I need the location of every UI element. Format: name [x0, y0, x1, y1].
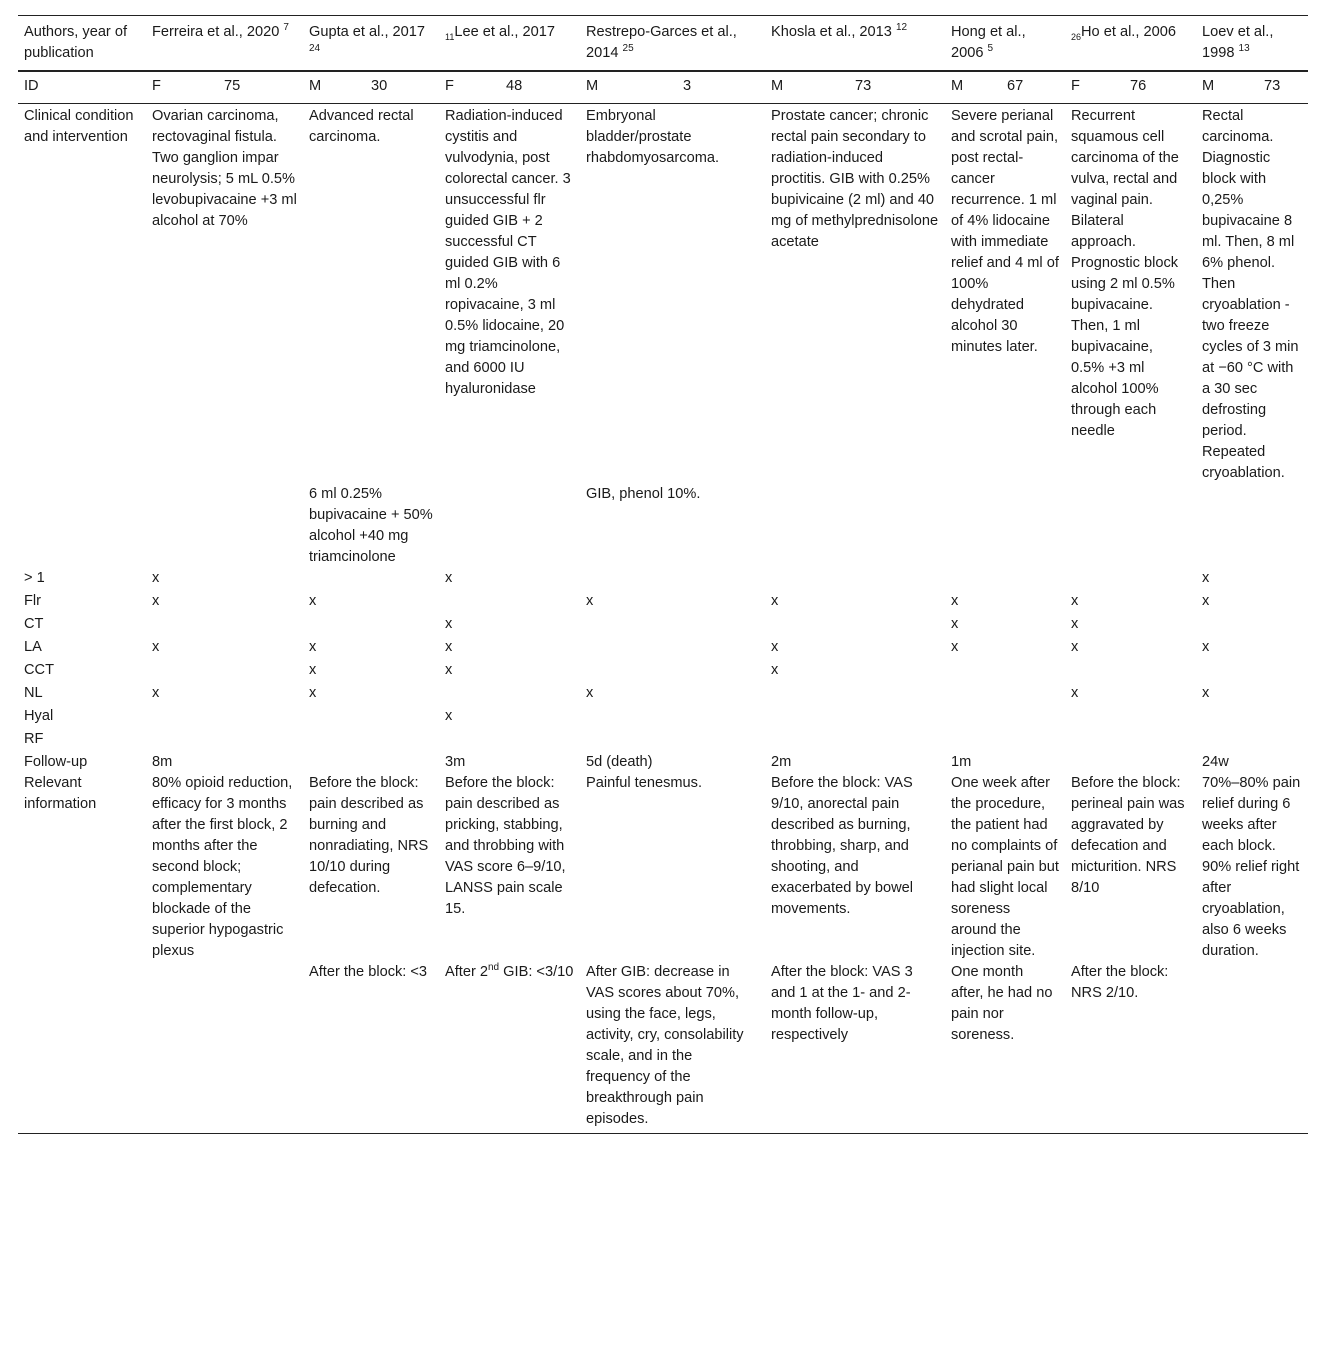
flag-cell: x [152, 639, 160, 655]
followup-cell: 5d (death) [586, 754, 653, 770]
flag-cell [1065, 729, 1196, 752]
after-cell: After GIB: decrease in VAS scores about 70%, using the face, legs, activity, cry, consolability scale, and in the frequency of the breakthrough pain episodes. [580, 962, 765, 1134]
after-block-row [18, 962, 1308, 1134]
clinical-cont-cell: GIB, phenol 10%. [586, 486, 701, 502]
after-cell [1196, 962, 1308, 1134]
id-row [18, 71, 1308, 104]
followup-cell: 8m [152, 754, 173, 770]
relevant-cell: Painful tenesmus. [586, 775, 703, 791]
relevant-cell: Before the block: pain described as burning and nonradiating, NRS 10/10 during defecation. [309, 775, 429, 896]
flag-cell [1196, 706, 1308, 729]
id-cell: M 73 [1196, 71, 1308, 104]
flag-row-multiple [18, 568, 1308, 591]
flag-cell: x [309, 639, 317, 655]
flag-cell: x [445, 616, 453, 632]
row-label: CT [24, 616, 44, 632]
flag-cell [1196, 614, 1308, 637]
row-label: Flr [24, 593, 42, 609]
flag-cell [439, 683, 580, 706]
flag-cell [765, 729, 945, 752]
header-study-5: Khosla et al., 2013 $^{12}$ [765, 16, 945, 72]
row-label: ID [18, 71, 146, 104]
clinical-cell: Ovarian carcinoma, rectovaginal fistula. Two ganglion impar neurolysis; 5 mL 0.5% levobupivacaine +3 ml alcohol at 70% [152, 108, 297, 229]
clinical-cont-cell [439, 484, 580, 568]
flag-cell: x [771, 639, 779, 655]
header-study-3: $_{11}$Lee et al., 2017 [439, 16, 580, 72]
clinical-row [18, 104, 1308, 485]
clinical-cell: Recurrent squamous cell carcinoma of the vulva, rectal and vaginal pain. Bilateral approach. Prognostic block using 2 ml 0.5% bupivacaine. Then, 1 ml bupivacaine, 0.5% +3 ml alcohol 100% through each needle [1071, 108, 1179, 439]
flag-cell [945, 660, 1065, 683]
id-cell: M 73 [765, 71, 945, 104]
flag-cell [146, 729, 303, 752]
header-study-8: Loev et al., 1998 $^{13}$ [1196, 16, 1308, 72]
header-row [18, 16, 1308, 72]
flag-cell [580, 706, 765, 729]
relevant-cell: Before the block: pain described as pricking, stabbing, and throbbing with VAS score 6–9/10, LANSS pain scale 15. [445, 775, 566, 917]
flag-cell [146, 706, 303, 729]
flag-cell: x [1202, 639, 1210, 655]
id-cell: M 30 [303, 71, 439, 104]
flag-cell [303, 568, 439, 591]
flag-cell: x [445, 662, 453, 678]
clinical-cont-cell [765, 484, 945, 568]
after-cell: After the block: VAS 3 and 1 at the 1- and 2-month follow-up, respectively [765, 962, 945, 1134]
flag-cell [580, 660, 765, 683]
clinical-cont-cell: 6 ml 0.25% bupivacaine + 50% alcohol +40 mg triamcinolone [309, 486, 433, 565]
flag-cell: x [1071, 593, 1079, 609]
flag-cell [765, 683, 945, 706]
flag-cell [580, 637, 765, 660]
flag-cell [146, 614, 303, 637]
clinical-cont-cell [945, 484, 1065, 568]
followup-row [18, 752, 1308, 773]
flag-cell: x [152, 685, 160, 701]
flag-cell [765, 706, 945, 729]
after-cell: After the block: NRS 2/10. [1065, 962, 1196, 1134]
row-label: RF [24, 731, 44, 747]
flag-cell [945, 706, 1065, 729]
flag-cell [945, 568, 1065, 591]
header-study-6: Hong et al., 2006 $^5$ [945, 16, 1065, 72]
row-label: > 1 [24, 570, 45, 586]
clinical-cell: Advanced rectal carcinoma. [309, 108, 414, 145]
flag-cell [1196, 660, 1308, 683]
clinical-cell: Severe perianal and scrotal pain, post rectal-cancer recurrence. 1 ml of 4% lidocaine with immediate relief and 4 ml of 100% dehydrated alcohol 30 minutes later. [951, 108, 1059, 355]
header-label: Authors, year of publication [18, 16, 146, 72]
flag-cell [580, 729, 765, 752]
flag-cell: x [586, 593, 594, 609]
flag-cell [303, 614, 439, 637]
after-cell: One month after, he had no pain nor soreness. [945, 962, 1065, 1134]
flag-cell [945, 729, 1065, 752]
id-cell: M 3 [580, 71, 765, 104]
id-cell: F 76 [1065, 71, 1196, 104]
flag-cell: x [309, 593, 317, 609]
row-label: LA [24, 639, 42, 655]
relevant-cell: Before the block: VAS 9/10, anorectal pain described as burning, throbbing, sharp, and shooting, and exacerbated by bowel movements. [771, 775, 913, 917]
flag-cell [1065, 660, 1196, 683]
relevant-cell: 80% opioid reduction, efficacy for 3 months after the first block, 2 months after the second block; complementary blockade of the superior hypogastric plexus [152, 775, 293, 959]
header-study-2: Gupta et al., 2017 $^{24}$ [303, 16, 439, 72]
clinical-cell: Radiation-induced cystitis and vulvodynia, post colorectal cancer. 3 unsuccessful flr guided GIB + 2 successful CT guided GIB with 6 ml 0.2% ropivacaine, 3 ml 0.5% lidocaine, 20 mg triamcinolone, and 6000 IU hyaluronidase [445, 108, 571, 397]
header-study-1: Ferreira et al., 2020 $^7$ [146, 16, 303, 72]
relevant-cell: Before the block: perineal pain was aggravated by defecation and micturition. NRS 8/10 [1071, 775, 1185, 896]
flag-cell: x [1071, 616, 1079, 632]
flag-cell [580, 614, 765, 637]
flag-cell [580, 568, 765, 591]
flag-cell: x [771, 662, 779, 678]
clinical-cont-cell [146, 484, 303, 568]
flag-cell: x [586, 685, 594, 701]
flag-cell [303, 729, 439, 752]
clinical-cont-cell [1196, 484, 1308, 568]
flag-row-la [18, 637, 1308, 660]
flag-cell [765, 614, 945, 637]
flag-cell: x [445, 639, 453, 655]
flag-row-ct [18, 614, 1308, 637]
flag-cell [765, 568, 945, 591]
row-label: Hyal [24, 708, 54, 724]
followup-cell [1065, 752, 1196, 773]
flag-cell: x [951, 593, 959, 609]
flag-cell: x [445, 570, 453, 586]
flag-cell [945, 683, 1065, 706]
flag-cell [439, 729, 580, 752]
flag-cell: x [951, 616, 959, 632]
header-study-4: Restrepo-Garces et al., 2014 $^{25}$ [580, 16, 765, 72]
flag-cell: x [771, 593, 779, 609]
clinical-cell: Prostate cancer; chronic rectal pain secondary to radiation-induced proctitis. GIB with 0.25% bupivicaine (2 ml) and 40 mg of methylprednisolone acetate [771, 108, 939, 250]
followup-cell: 1m [951, 754, 972, 770]
flag-cell: x [1071, 685, 1079, 701]
followup-cell: 24w [1202, 754, 1229, 770]
after-cell: After the block: <3 [303, 962, 439, 1134]
row-label: NL [24, 685, 43, 701]
flag-row-hyal [18, 706, 1308, 729]
clinical-cell: Embryonal bladder/prostate rhabdomyosarcoma. [586, 108, 720, 166]
followup-cell [303, 752, 439, 773]
flag-cell: x [152, 593, 160, 609]
flag-cell [303, 706, 439, 729]
flag-cell: x [309, 685, 317, 701]
flag-cell: x [309, 662, 317, 678]
relevant-info-row [18, 773, 1308, 962]
flag-cell: x [1202, 685, 1210, 701]
flag-cell [1065, 706, 1196, 729]
flag-row-nl [18, 683, 1308, 706]
row-label: CCT [24, 662, 54, 678]
flag-cell [146, 660, 303, 683]
flag-cell: x [1071, 639, 1079, 655]
flag-cell [1065, 568, 1196, 591]
id-cell: F 75 [146, 71, 303, 104]
clinical-cell: Rectal carcinoma. Diagnostic block with 0,25% bupivacaine 8 ml. Then, 8 ml 6% phenol. Then cryoablation - two freeze cycles of 3 min at −60 °C with a 30 sec defrosting period. Repeated cryoablation. [1202, 108, 1299, 481]
id-cell: F 48 [439, 71, 580, 104]
relevant-cell: 70%–80% pain relief during 6 weeks after each block. 90% relief right after cryoablation, also 6 weeks duration. [1202, 775, 1301, 959]
after-cell [146, 962, 303, 1134]
id-cell: M 67 [945, 71, 1065, 104]
flag-cell: x [1202, 593, 1210, 609]
row-label: Relevant information [24, 775, 97, 812]
row-label: Follow-up [24, 754, 88, 770]
after-cell: After 2nd GIB: <3/10 [439, 962, 580, 1134]
flag-row-cct [18, 660, 1308, 683]
relevant-cell: One week after the procedure, the patient had no complaints of perianal pain but had slight local soreness around the injection site. [951, 775, 1059, 959]
followup-cell: 2m [771, 754, 792, 770]
case-reports-table [18, 15, 1308, 1134]
flag-cell: x [152, 570, 160, 586]
flag-row-flr [18, 591, 1308, 614]
flag-cell [439, 591, 580, 614]
clinical-continuation-row [18, 484, 1308, 568]
flag-cell: x [445, 708, 453, 724]
row-label: Clinical condition and intervention [24, 108, 134, 145]
clinical-cont-cell [1065, 484, 1196, 568]
header-study-7: $_{26}$Ho et al., 2006 [1065, 16, 1196, 72]
flag-row-rf [18, 729, 1308, 752]
flag-cell: x [951, 639, 959, 655]
flag-cell [1196, 729, 1308, 752]
flag-cell: x [1202, 570, 1210, 586]
followup-cell: 3m [445, 754, 466, 770]
